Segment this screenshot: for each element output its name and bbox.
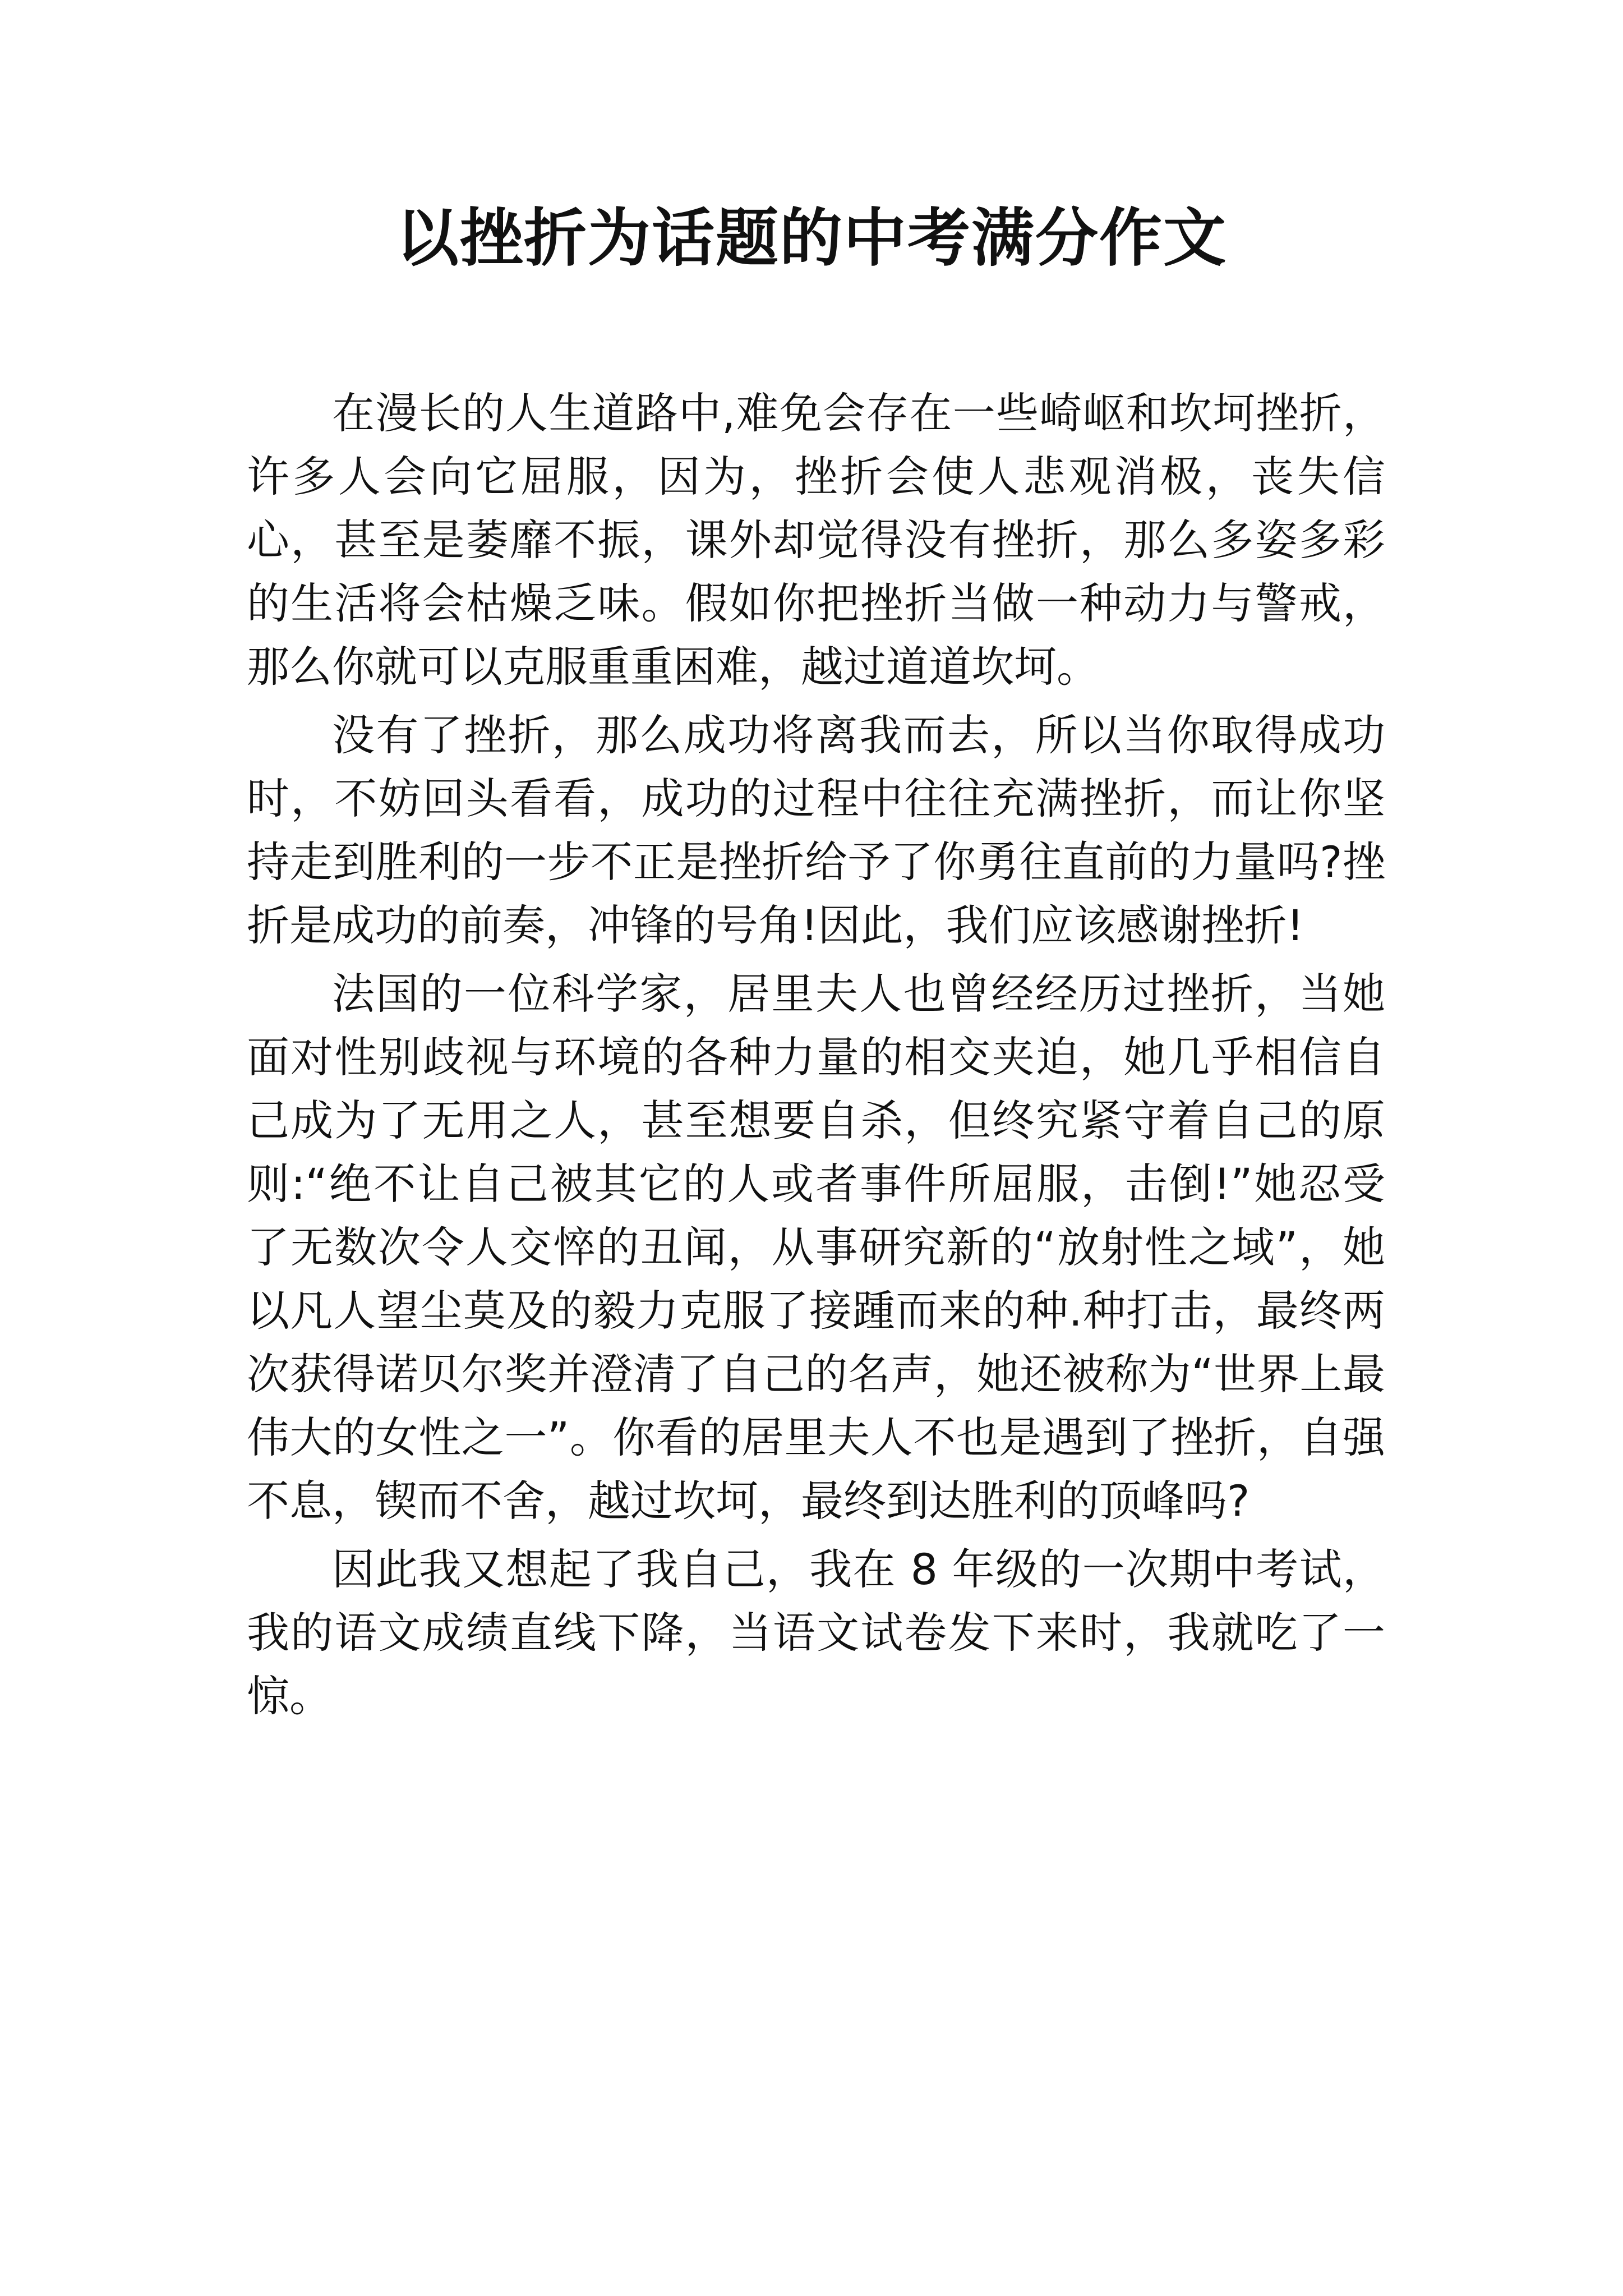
paragraph-3: 法国的一位科学家，居里夫人也曾经经历过挫折，当她面对性别歧视与环境的各种力量的相交夹迫，她几乎相信自己成为了无用之人，甚至想要自杀，但终究紧守着自己的原则:“绝不让自己被其它的人或者事件所屈服，击倒!”她忍受了无数次令人交悴的丑闻，从事研究新的“放射性之域”，她以凡人望尘莫及的毅力克服了接踵而来的种.种打击，最终两次获得诺贝尔奖并澄清了自己的名声，她还被称为“世界上最伟大的女性之一”。你看的居里夫人不也是遇到了挫折，自强不息，锲而不舍，越过坎坷，最终到达胜利的顶峰吗? <box>247 969 1385 1526</box>
paragraph-1: 在漫长的人生道路中,难免会存在一些崎岖和坎坷挫折，许多人会向它屈服，因为，挫折会使人悲观消极，丧失信心，甚至是萎靡不振，课外却觉得没有挫折，那么多姿多彩的生活将会枯燥乏味。假如你把挫折当做一种动力与警戒，那么你就可以克服重重困难，越过道道坎坷。 <box>247 388 1385 692</box>
paragraph-2: 没有了挫折，那么成功将离我而去，所以当你取得成功时，不妨回头看看，成功的过程中往往充满挫折，而让你坚持走到胜利的一步不正是挫折给予了你勇往直前的力量吗?挫折是成功的前奏，冲锋的号角!因此，我们应该感谢挫折! <box>247 710 1385 950</box>
paragraph-4: 因此我又想起了我自己，我在 8 年级的一次期中考试，我的语文成绩直线下降，当语文试卷发下来时，我就吃了一惊。 <box>247 1544 1385 1721</box>
page-title: 以挫折为话题的中考满分作文 <box>396 201 1227 275</box>
essay-body <box>247 381 1385 1733</box>
